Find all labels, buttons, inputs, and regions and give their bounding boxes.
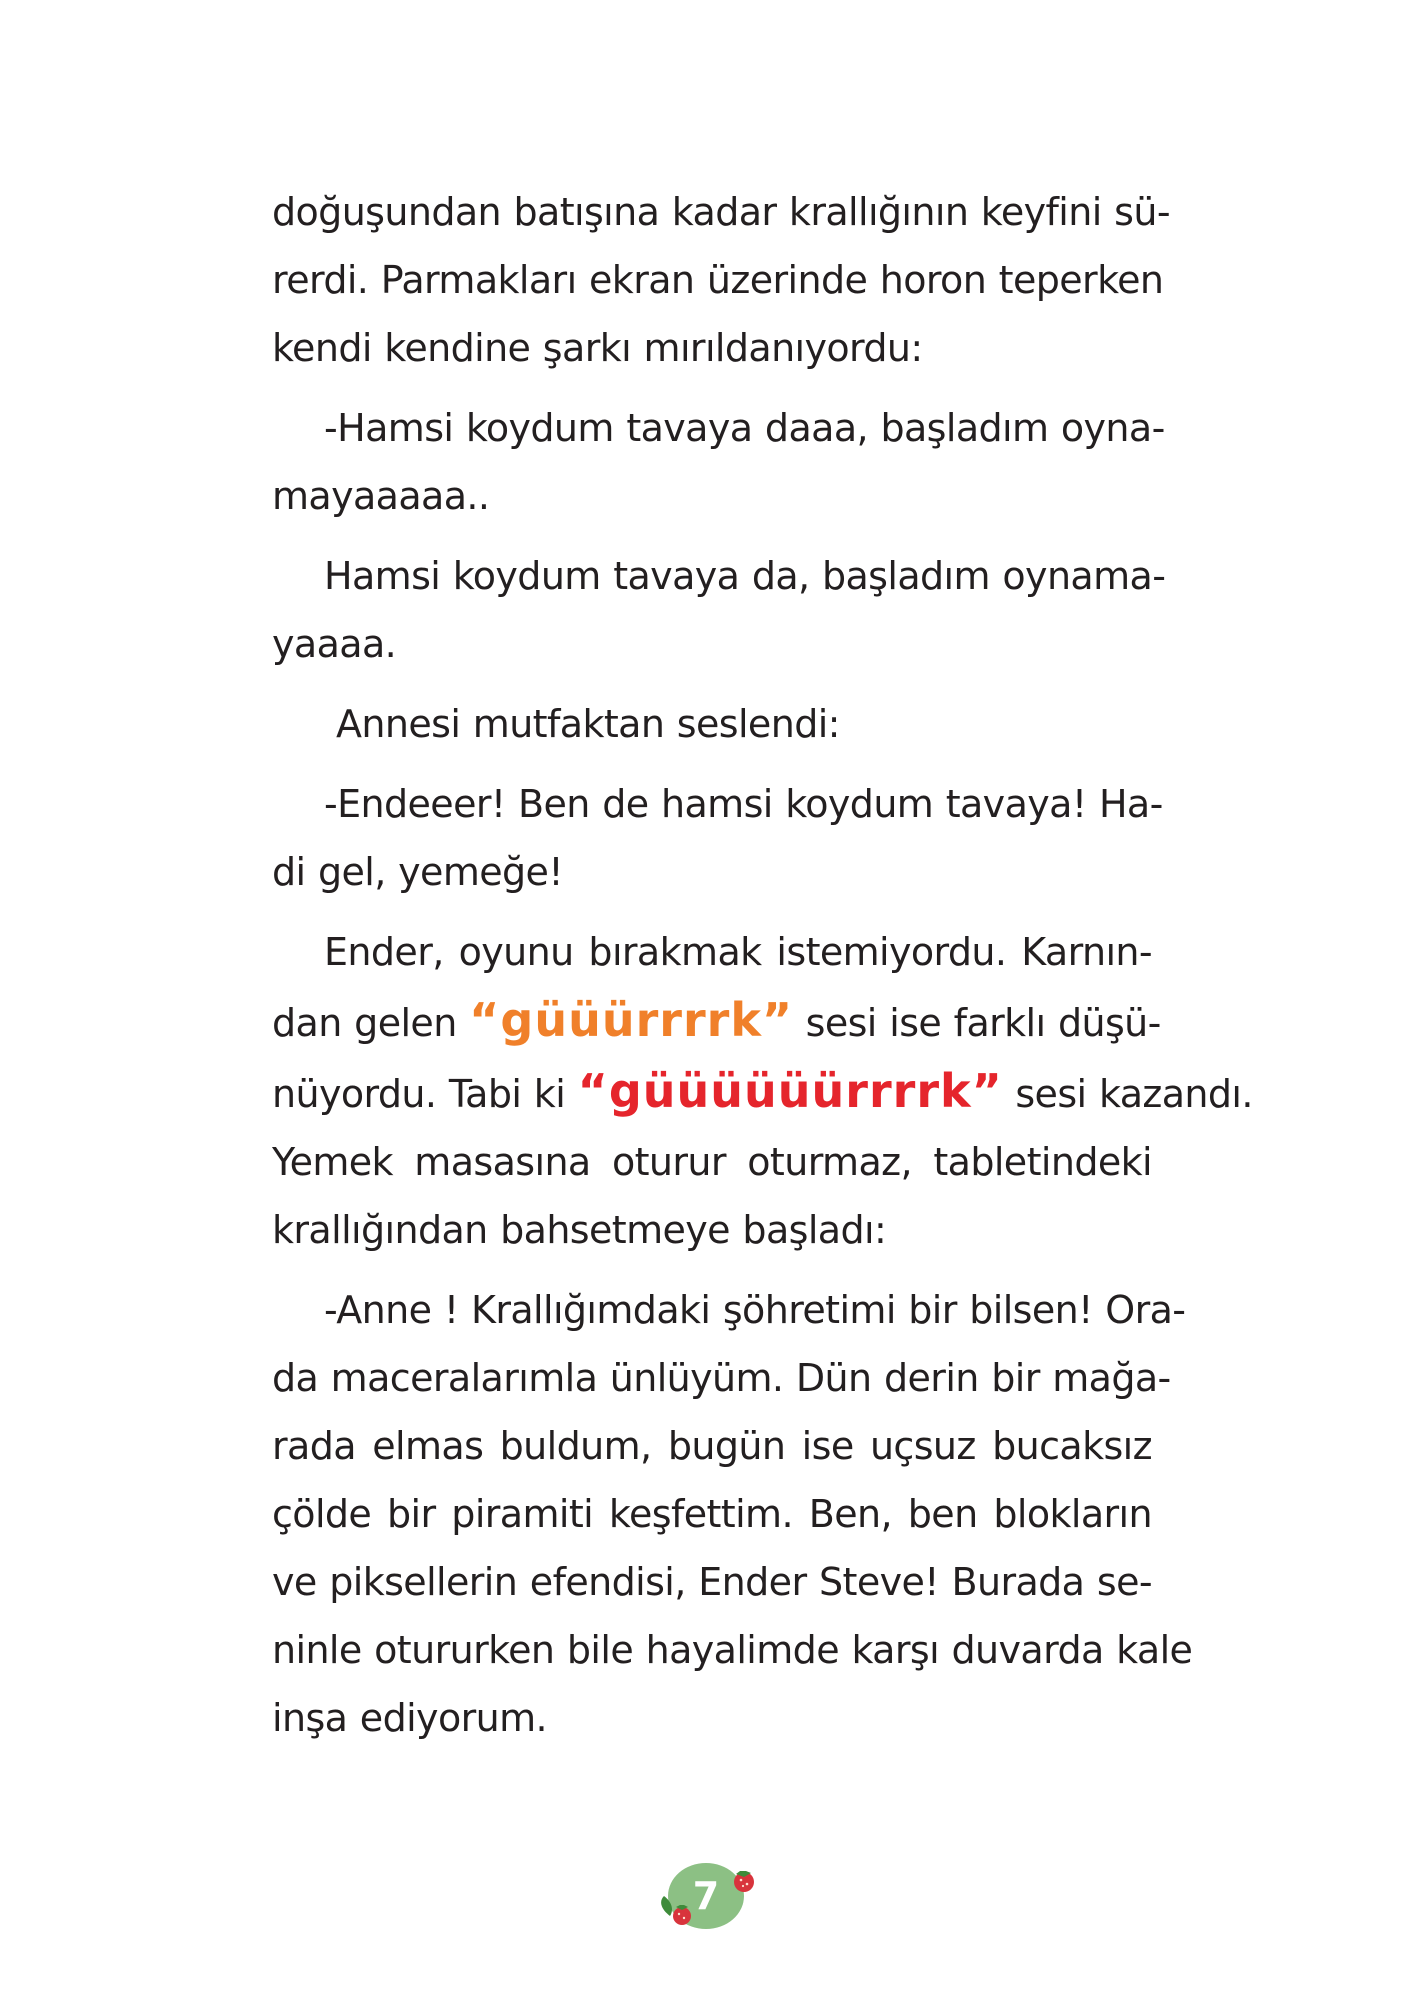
text-fragment: dan gelen (272, 1001, 470, 1045)
stomach-sound-orange: “güüürrrrk” (469, 993, 794, 1047)
paragraph-4 (272, 690, 1152, 758)
paragraph-7 (272, 1276, 1193, 1752)
text-line: rerdi. Parmakları ekran üzerinde horon teperken (272, 258, 1164, 302)
text-line: da maceralarımla ünlüyüm. Dün derin bir mağa- (272, 1356, 1171, 1400)
text-line: Annesi mutfaktan seslendi: (336, 702, 840, 746)
text-line: ve piksellerin efendisi, Ender Steve! Burada se- (272, 1560, 1152, 1604)
text-line: Yemek masasına oturur oturmaz, tabletindeki (272, 1140, 1152, 1184)
paragraph-3 (272, 542, 1166, 678)
story-text (272, 178, 1253, 1764)
text-line: çölde bir piramiti keşfettim. Ben, ben blokların (272, 1492, 1152, 1536)
strawberry-icon (734, 1871, 754, 1892)
text-line: Ender, oyunu bırakmak istemiyordu. Karnın- (324, 930, 1152, 974)
page-number: 7 (692, 1874, 720, 1918)
text-line: yaaaa. (272, 622, 397, 666)
text-line: mayaaaaa.. (272, 474, 490, 518)
text-line: Hamsi koydum tavaya da, başladım oynama- (324, 554, 1166, 598)
text-line: -Anne ! Krallığımdaki şöhretimi bir bilsen! Ora- (324, 1288, 1186, 1332)
text-line: inşa ediyorum. (272, 1696, 548, 1740)
text-line: di gel, yemeğe! (272, 850, 563, 894)
text-line (272, 986, 1161, 1057)
paragraph-1 (272, 178, 1170, 382)
text-line: doğuşundan batışına kadar krallığının keyfini sü- (272, 190, 1170, 234)
text-fragment: nüyordu. Tabi ki (272, 1072, 578, 1116)
text-fragment: sesi ise farklı düşü- (793, 1001, 1161, 1045)
text-line: kendi kendine şarkı mırıldanıyordu: (272, 326, 923, 370)
paragraph-5 (272, 770, 1163, 906)
text-line: ninle otururken bile hayalimde karşı duvarda kale (272, 1628, 1193, 1672)
text-line: krallığından bahsetmeye başladı: (272, 1208, 887, 1252)
text-fragment: sesi kazandı. (1002, 1072, 1253, 1116)
text-line: rada elmas buldum, bugün ise uçsuz bucaksız (272, 1424, 1152, 1468)
text-line (272, 1057, 1253, 1128)
paragraph-2 (272, 394, 1165, 530)
paragraph-6 (272, 918, 1253, 1264)
text-line: -Hamsi koydum tavaya daaa, başladım oyna- (324, 406, 1165, 450)
stomach-sound-red: “güüüüüürrrrk” (577, 1064, 1003, 1118)
text-line: -Endeeer! Ben de hamsi koydum tavaya! Ha- (324, 782, 1163, 826)
